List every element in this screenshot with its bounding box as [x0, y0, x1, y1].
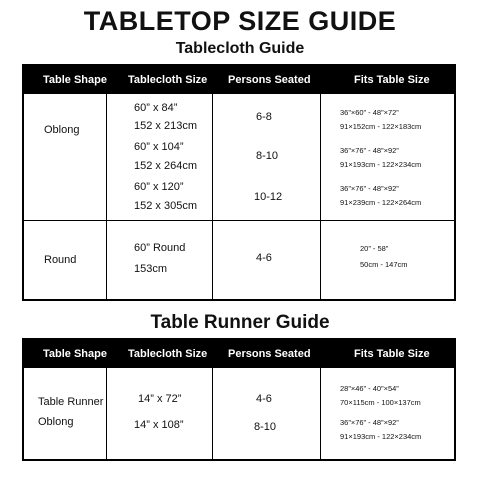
- row-divider: [24, 220, 454, 221]
- column-divider: [212, 368, 213, 459]
- header-tablecloth-size: Tablecloth Size: [128, 74, 208, 86]
- persons-seated: 4-6: [256, 393, 272, 405]
- runner-size: 14” x 108”: [134, 419, 184, 431]
- shape-round: Round: [44, 254, 77, 266]
- shape-table-runner: Table Runner: [38, 396, 104, 408]
- fit-inches: 28”×46” - 40”×54”: [340, 384, 399, 393]
- column-divider: [106, 368, 107, 459]
- column-divider: [212, 94, 213, 299]
- tablecloth-table: [22, 64, 456, 301]
- header-fits-table-size: Fits Table Size: [354, 74, 430, 86]
- size-cm: 152 x 305cm: [134, 200, 197, 212]
- size-inches: 60” x 104”: [134, 141, 184, 153]
- table-runner-table: [22, 338, 456, 461]
- size-inches: 60” x 120”: [134, 181, 184, 193]
- column-divider: [320, 94, 321, 299]
- fit-inches: 36”×60” - 48”×72”: [340, 108, 399, 117]
- size-inches: 60” x 84”: [134, 102, 178, 114]
- column-divider: [320, 368, 321, 459]
- size-cm: 153cm: [134, 263, 168, 275]
- persons-seated: 10-12: [254, 191, 283, 203]
- tablecloth-guide-title: Tablecloth Guide: [175, 40, 305, 57]
- fit-cm: 91×193cm - 122×234cm: [340, 160, 422, 169]
- fit-cm: 91×239cm - 122×264cm: [340, 198, 422, 207]
- size-inches: 60” Round: [134, 242, 186, 254]
- shape-oblong: Oblong: [44, 124, 80, 136]
- fit-cm: 91×193cm - 122×234cm: [340, 432, 422, 441]
- persons-seated: 4-6: [256, 252, 272, 264]
- runner-size: 14” x 72”: [138, 393, 182, 405]
- header-table-shape: Table Shape: [43, 74, 107, 86]
- persons-seated: 6-8: [256, 111, 272, 123]
- header-tablecloth-size: Tablecloth Size: [128, 348, 208, 360]
- fit-inches: 36”×76” - 48”×92”: [340, 418, 399, 427]
- table-runner-guide-title: Table Runner Guide: [150, 312, 330, 333]
- fit-cm: 70×115cm - 100×137cm: [340, 398, 421, 407]
- fit-inches: 36”×76” - 48”×92”: [340, 184, 399, 193]
- size-cm: 152 x 264cm: [134, 160, 197, 172]
- header-persons-seated: Persons Seated: [228, 348, 311, 360]
- fit-cm: 91×152cm - 122×183cm: [340, 122, 422, 131]
- header-persons-seated: Persons Seated: [228, 74, 311, 86]
- persons-seated: 8-10: [254, 421, 277, 433]
- persons-seated: 8-10: [256, 150, 279, 162]
- header-table-shape: Table Shape: [43, 348, 107, 360]
- page-title: TABLETOP SIZE GUIDE: [83, 6, 397, 36]
- column-divider: [106, 94, 107, 299]
- fit-inches: 20” - 58”: [360, 244, 389, 253]
- fit-inches: 36”×76” - 48”×92”: [340, 146, 399, 155]
- fit-cm: 50cm - 147cm: [360, 260, 408, 269]
- size-cm: 152 x 213cm: [134, 120, 197, 132]
- shape-oblong: Oblong: [38, 416, 74, 428]
- header-fits-table-size: Fits Table Size: [354, 348, 430, 360]
